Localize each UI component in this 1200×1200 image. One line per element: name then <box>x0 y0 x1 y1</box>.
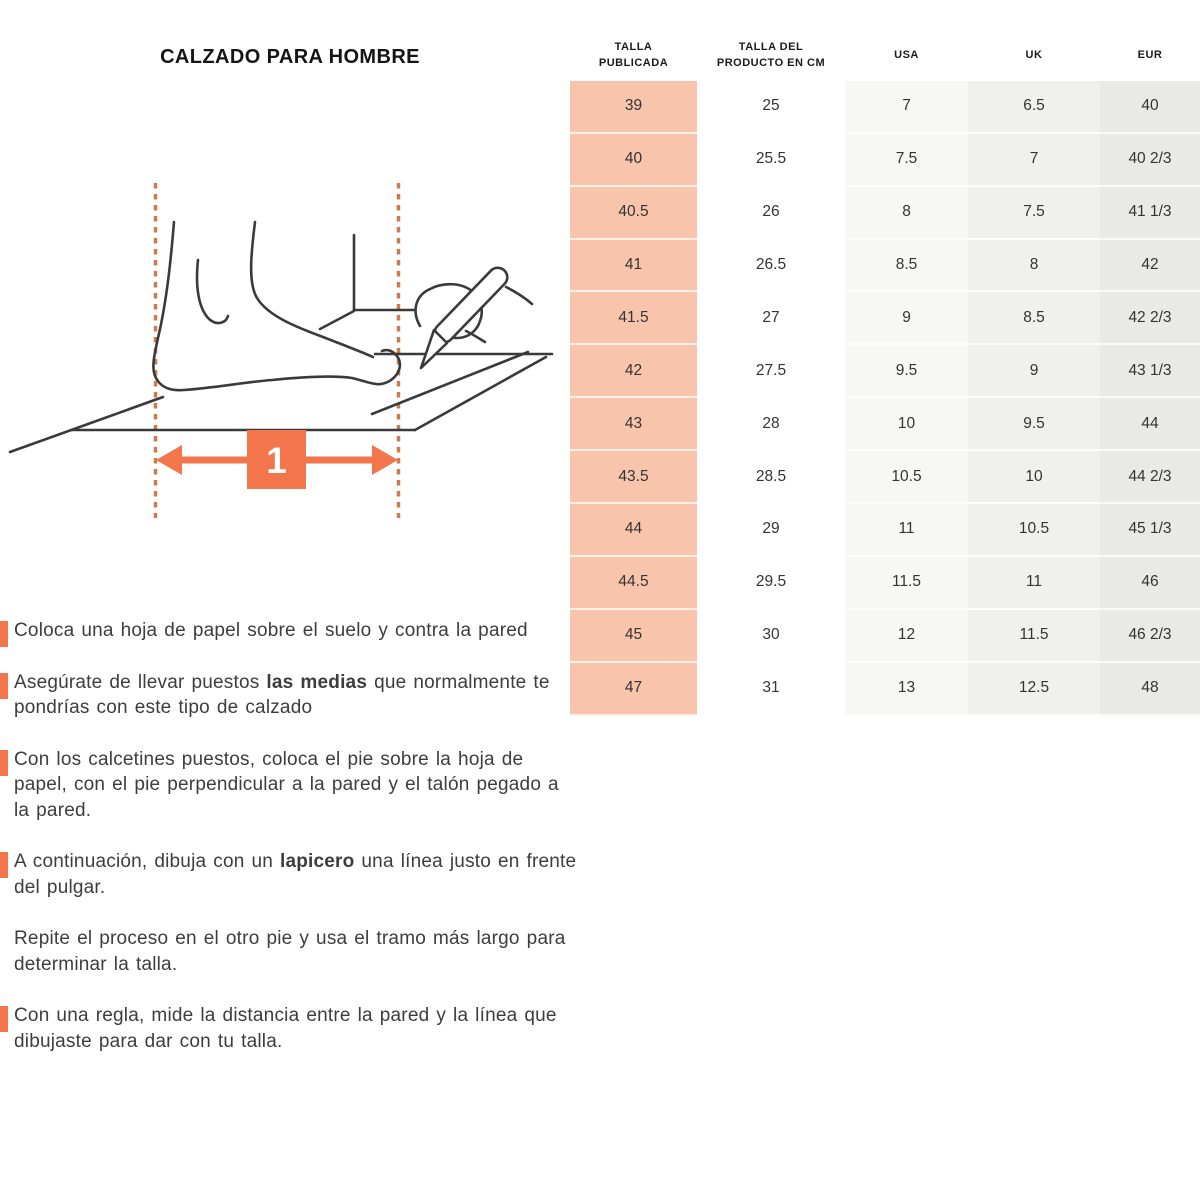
size-cell: 10.5 <box>968 504 1100 557</box>
instruction-item <box>0 747 580 824</box>
size-cell: 13 <box>845 663 968 716</box>
instruction-text: Coloca una hoja de papel sobre el suelo y contra la pared <box>14 620 528 641</box>
size-cell: 7 <box>845 81 968 134</box>
size-cell: 40 <box>1100 81 1200 134</box>
size-cell: 40.5 <box>570 187 697 240</box>
size-cell: 12.5 <box>968 663 1100 716</box>
instruction-text: Con una regla, mide la distancia entre la pared y la línea que dibujaste para dar con tu talla. <box>14 1005 557 1052</box>
size-cell: 41 1/3 <box>1100 187 1200 240</box>
size-cell: 6.5 <box>968 81 1100 134</box>
size-cell: 48 <box>1100 663 1200 716</box>
instruction-text: Con los calcetines puestos, coloca el pie sobre la hoja de papel, con el pie perpendicular a la pared y el talón pegado a la pared. <box>14 748 559 821</box>
column-header: TALLA DEL PRODUCTO EN CM <box>697 28 845 83</box>
size-cell: 44 <box>570 504 697 557</box>
size-cell: 30 <box>697 610 845 663</box>
arrowhead-left-icon <box>156 445 182 475</box>
size-cell: 10 <box>968 451 1100 504</box>
step-number-label: 1 <box>266 440 287 481</box>
page-title: CALZADO PARA HOMBRE <box>160 46 420 68</box>
size-cell: 40 2/3 <box>1100 134 1200 187</box>
column-header: USA <box>845 28 968 83</box>
size-cell: 43.5 <box>570 451 697 504</box>
size-cell: 9 <box>845 292 968 345</box>
instruction-item-no-bullet <box>0 926 580 977</box>
instruction-text-bold: las medias <box>266 671 368 693</box>
arrowhead-right-icon <box>372 445 398 475</box>
size-cell: 8 <box>968 240 1100 293</box>
size-cell: 27.5 <box>697 345 845 398</box>
size-cell: 41 <box>570 240 697 293</box>
size-cell: 11.5 <box>968 610 1100 663</box>
instruction-text-bold: lapicero <box>279 851 355 872</box>
size-cell: 44 <box>1100 398 1200 451</box>
instruction-text: una línea justo en frente del pulgar. <box>14 851 577 898</box>
foot-measuring-diagram <box>0 0 560 560</box>
size-cell: 28.5 <box>697 451 845 504</box>
size-cell: 26 <box>697 187 845 240</box>
size-cell: 40 <box>570 134 697 187</box>
size-cell: 8.5 <box>968 292 1100 345</box>
size-cell: 8 <box>845 187 968 240</box>
instruction-item <box>0 670 580 721</box>
size-cell: 11.5 <box>845 557 968 610</box>
size-cell: 25 <box>697 81 845 134</box>
size-cell: 11 <box>968 557 1100 610</box>
size-cell: 9.5 <box>968 398 1100 451</box>
size-cell: 42 2/3 <box>1100 292 1200 345</box>
size-cell: 27 <box>697 292 845 345</box>
size-cell: 42 <box>570 345 697 398</box>
size-cell: 26.5 <box>697 240 845 293</box>
size-cell: 46 2/3 <box>1100 610 1200 663</box>
instruction-item <box>0 849 580 900</box>
size-cell: 7.5 <box>968 187 1100 240</box>
size-cell: 44.5 <box>570 557 697 610</box>
instructions-list <box>0 618 580 1080</box>
size-cell: 41.5 <box>570 292 697 345</box>
size-cell: 10 <box>845 398 968 451</box>
instruction-text: que normalmente te pondrías con este tipo de calzado <box>14 671 550 718</box>
size-cell: 9.5 <box>845 345 968 398</box>
column-header: UK <box>968 28 1100 83</box>
size-cell: 45 1/3 <box>1100 504 1200 557</box>
size-cell: 31 <box>697 663 845 716</box>
size-cell: 46 <box>1100 557 1200 610</box>
instruction-text: Asegúrate de llevar puestos <box>14 671 267 693</box>
size-cell: 43 <box>570 398 697 451</box>
instruction-item <box>0 1003 580 1054</box>
column-header: TALLA PUBLICADA <box>570 28 697 83</box>
size-cell: 7.5 <box>845 134 968 187</box>
size-cell: 10.5 <box>845 451 968 504</box>
size-cell: 43 1/3 <box>1100 345 1200 398</box>
measure-arrow <box>156 430 398 489</box>
column-header: EUR <box>1100 28 1200 83</box>
size-cell: 39 <box>570 81 697 134</box>
size-cell: 45 <box>570 610 697 663</box>
size-cell: 11 <box>845 504 968 557</box>
size-cell: 7 <box>968 134 1100 187</box>
size-cell: 44 2/3 <box>1100 451 1200 504</box>
size-chart-table <box>570 28 1200 716</box>
size-cell: 28 <box>697 398 845 451</box>
size-cell: 25.5 <box>697 134 845 187</box>
size-cell: 8.5 <box>845 240 968 293</box>
size-cell: 47 <box>570 663 697 716</box>
size-cell: 9 <box>968 345 1100 398</box>
instruction-item <box>0 618 580 644</box>
size-cell: 12 <box>845 610 968 663</box>
size-cell: 29 <box>697 504 845 557</box>
foot-outline-icon <box>153 222 400 390</box>
wall-lines <box>320 235 421 329</box>
size-cell: 29.5 <box>697 557 845 610</box>
instruction-text: A continuación, dibuja con un <box>14 851 280 872</box>
instruction-text: Repite el proceso en el otro pie y usa el tramo más largo para determinar la talla. <box>14 928 566 975</box>
size-cell: 42 <box>1100 240 1200 293</box>
